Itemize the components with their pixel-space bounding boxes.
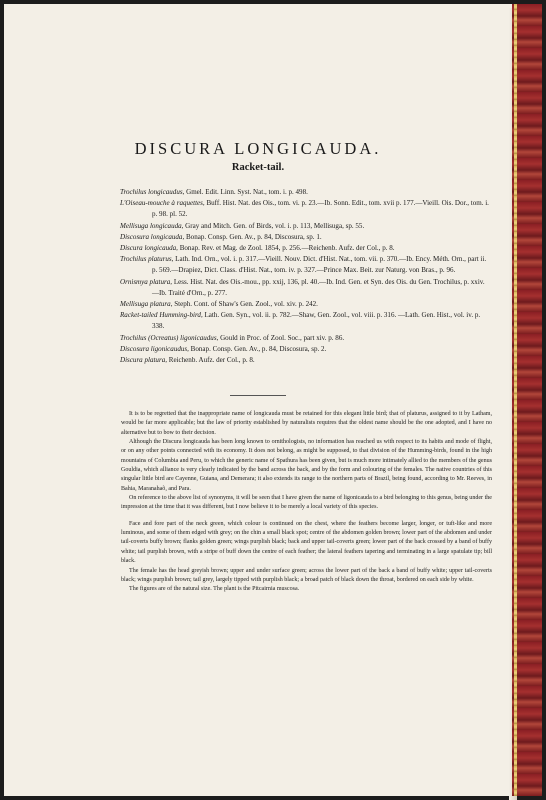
paragraph: On reference to the above list of synonyms, it will be seen that I have given the name of ligonicauda to a bird belonging to this genus, being under the impression at the time that it was different, but I now believe it to be merely a local variety of this species. [121, 495, 492, 511]
synonym-citation: Gray and Mitch. Gen. of Birds, vol. i. p. 113, Mellisuga, sp. 55. [183, 221, 365, 230]
synonym-citation: Bonap. Consp. Gen. Av., p. 84, Discosura, sp. 1. [184, 232, 322, 241]
synonym-entry [120, 187, 490, 198]
synonym-entry [120, 243, 490, 254]
paragraph: Although the Discura longicauda has been long known to ornithologists, no information has reached us with respect to its habits and mode of flight, or on any other points connected with its economy. It does not belong, as might be supposed, to that division of the Humming-birds, found in the high mountains of Columbia and Peru, to which the generic name of Spathura has been given, but is much more intimately allied to the members of the genus Gouldia, which alliance is very clearly indicated by the band across the back, and by the form and colouring of the females. The native countries of this singular little bird are Cayenne, Guiana, and Demerara; it also extends its range to the northern parts of Brazil, being found, according to Mr. Reeves, in Bahia, Maranahaõ, and Para. [121, 439, 492, 492]
synonym-citation: Bonap. Rev. et Mag. de Zool. 1854, p. 256.—Reichenb. Aufz. der Col., p. 8. [177, 244, 395, 253]
synonym-citation: Lath. Ind. Orn., vol. i. p. 317.—Vieill. Nouv. Dict. d'Hist. Nat., tom. vii. p. 370.—Ib. Ency. Méth. Orn., part ii. p. 569.—Drapiez, Dict. Class. d'Hist. Nat., tom. iv. p. 327.—Prince Max. Beit. zur Naturg. von Bras., p. 96. [152, 255, 487, 275]
synonym-entry [120, 333, 490, 344]
synonym-name: Discura longicauda, [120, 244, 178, 253]
synonym-citation: Reichenb. Aufz. der Col., p. 8. [166, 356, 255, 365]
synonym-entry [120, 198, 490, 220]
synonym-citation: Gmel. Edit. Linn. Syst. Nat., tom. i. p. 498. [184, 188, 308, 196]
synonym-name: Ornismya platura, [120, 277, 173, 286]
synonym-entry [120, 232, 490, 243]
paragraph: It is to be regretted that the inappropriate name of longicauda must be retained for this elegant little bird; that of platurus, assigned to it by Latham, would be far more applicable; but the law of priority established by naturalists requires that the oldest name should be the one adopted, and I have no alternative but to bow to their decision. [121, 411, 492, 436]
synonym-name: L'Oiseau-mouche à raquettes, [120, 199, 205, 208]
body-text [121, 410, 492, 595]
synonym-entry [120, 299, 490, 310]
synonym-name: Mellisuga platura, [120, 300, 173, 309]
synonym-entry [120, 344, 490, 355]
synonym-name: Trochilus longicaudus, [120, 188, 185, 196]
section-divider [230, 395, 286, 396]
synonym-citation: Bonap. Consp. Gen. Av., p. 84, Discosura, sp. 2. [188, 344, 327, 353]
synonym-entry [120, 310, 490, 332]
synonym-name: Trochilus (Ocreatus) ligonicaudus, [120, 333, 219, 342]
page-title: DISCURA LONGICAUDA. [134, 139, 382, 158]
synonym-entry [120, 221, 490, 232]
synonym-citation: Gould in Proc. of Zool. Soc., part xiv. p. 86. [218, 333, 345, 342]
paragraph: The female has the head greyish brown; upper and under surface green; across the lower part of the back a band of buffy white; upper tail-coverts black; wings purplish brown; tail grey, largely tipped with purplish black; a broad patch of black down the throat, bordered on each side by white. [121, 567, 492, 583]
synonym-name: Discosura ligonicaudus, [120, 344, 189, 353]
paragraph: Face and fore part of the neck green, which colour is continued on the chest, where the feathers become larger, longer, or tuft-like and more luminous, and some of them edged with grey; on the chin a small black spot; centre of the abdomen golden brown; lower part of the abdomen and under tail-coverts buffy brown; flanks golden green; wings purplish black; back and upper tail-coverts green; lower part of the back crossed by a band of buffy white; tail purplish brown, with a stripe of buff down the centre of each feather; the lateral feathers tapering and terminating in a large spatulate tip; bill black. [121, 520, 492, 565]
book-binding [512, 4, 542, 796]
synonym-name: Racket-tailed Humming-bird, [120, 311, 203, 320]
synonym-entry [120, 355, 490, 366]
book-page [4, 4, 512, 796]
synonym-citation: Lath. Gen. Syn., vol. ii. p. 782.—Shaw, Gen. Zool., vol. viii. p. 316. —Lath. Gen. Hist., vol. iv. p. 338. [152, 311, 481, 331]
synonym-entry [120, 254, 490, 276]
synonym-list [120, 187, 490, 366]
synonym-name: Trochilus platurus, [120, 255, 174, 264]
synonym-citation: Buff. Hist. Nat. des Ois., tom. vi. p. 23.—Ib. Sonn. Edit., tom. xvii p. 177.—Vieill. Ois. Dor., tom. i. p. 98. pl. 52. [152, 199, 489, 219]
synonym-citation: Steph. Cont. of Shaw's Gen. Zool., vol. xiv. p. 242. [172, 300, 318, 309]
synonym-citation: Less. Hist. Nat. des Ois.-mou., pp. xxij, 136, pl. 40.—Ib. Ind. Gen. et Syn. des Ois. du Gen. Trochilus, p. xxiv.—Ib. Traité d'Orn., p. 277. [152, 277, 485, 297]
synonym-entry [120, 277, 490, 299]
synonym-name: Discosura longicauda, [120, 232, 185, 241]
page-subtitle: Racket-tail. [231, 162, 285, 173]
synonym-name: Discura platura, [120, 356, 167, 365]
paragraph: The figures are of the natural size. The plant is the Pitcairnia muscosa. [129, 586, 300, 593]
synonym-name: Mellisuga longicauda, [120, 221, 184, 230]
